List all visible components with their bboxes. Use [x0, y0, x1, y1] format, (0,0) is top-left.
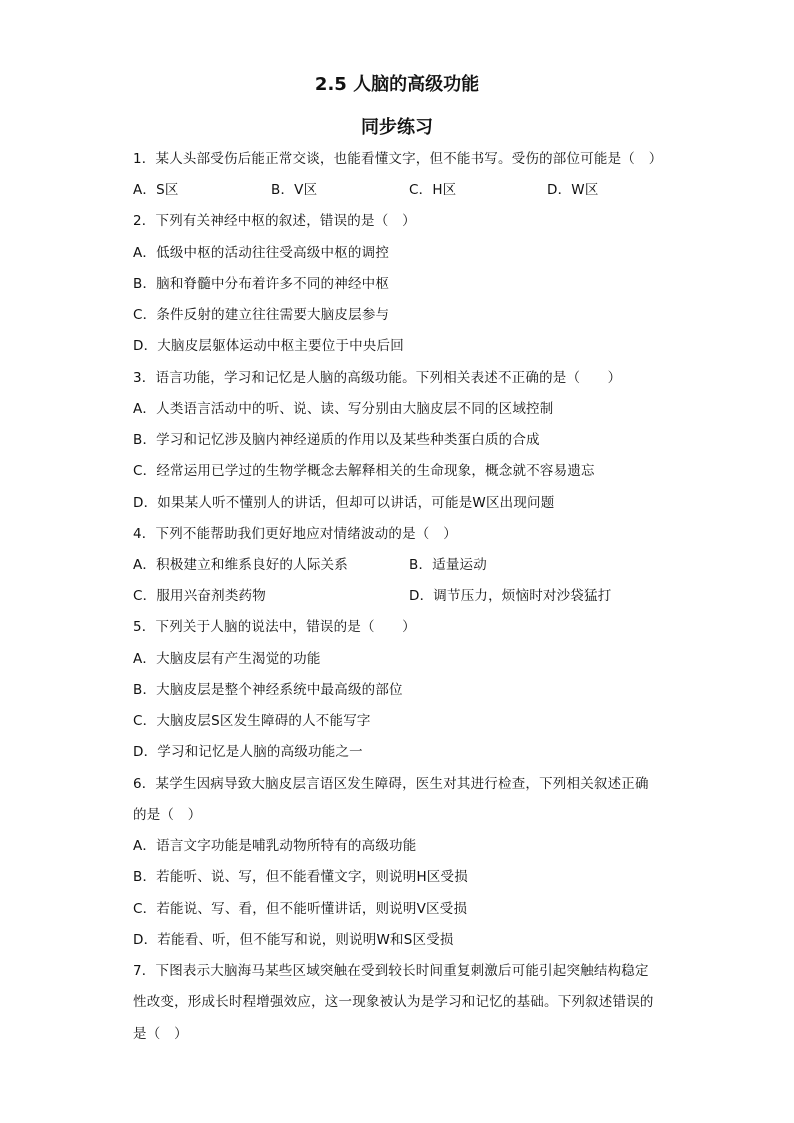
question-3-option-d: D．如果某人听不懂别人的讲话，但却可以讲话，可能是W区出现问题 — [133, 495, 555, 511]
document-title: 2.5 人脑的高级功能 — [314, 74, 480, 95]
question-2-stem: 2．下列有关神经中枢的叙述，错误的是（ ） — [133, 213, 416, 229]
question-1-option-a: A．S区 — [133, 182, 179, 198]
question-1-option-c: C．H区 — [409, 182, 457, 198]
question-6-option-b: B．若能听、说、写，但不能看懂文字，则说明H区受损 — [133, 869, 468, 885]
question-4-option-b: B．适量运动 — [409, 557, 487, 573]
question-1-stem: 1．某人头部受伤后能正常交谈，也能看懂文字，但不能书写。受伤的部位可能是（ ） — [133, 151, 663, 167]
question-4-option-a: A．积极建立和维系良好的人际关系 — [133, 557, 348, 573]
question-6-option-c: C．若能说、写、看，但不能听懂讲话，则说明V区受损 — [133, 901, 468, 917]
question-3-option-a: A．人类语言活动中的听、说、读、写分别由大脑皮层不同的区域控制 — [133, 401, 554, 417]
document-subtitle: 同步练习 — [361, 117, 433, 138]
question-2-option-b: B．脑和脊髓中分布着许多不同的神经中枢 — [133, 276, 390, 292]
question-5-option-d: D．学习和记忆是人脑的高级功能之一 — [133, 744, 363, 760]
question-5-stem: 5．下列关于人脑的说法中，错误的是（ ） — [133, 619, 416, 635]
question-2-option-c: C．条件反射的建立往往需要大脑皮层参与 — [133, 307, 390, 323]
question-4-options-row1 — [133, 555, 653, 575]
question-6-stem-line-2: 的是（ ） — [133, 807, 202, 823]
question-1-options — [133, 180, 653, 200]
question-7-stem-line-1: 7．下图表示大脑海马某些区域突触在受到较长时间重复刺激后可能引起突触结构稳定 — [133, 963, 649, 979]
question-3-option-b: B．学习和记忆涉及脑内神经递质的作用以及某些种类蛋白质的合成 — [133, 432, 540, 448]
question-2-option-d: D．大脑皮层躯体运动中枢主要位于中央后回 — [133, 338, 404, 354]
question-4-stem: 4．下列不能帮助我们更好地应对情绪波动的是（ ） — [133, 526, 457, 542]
question-6-option-a: A．语言文字功能是哺乳动物所特有的高级功能 — [133, 838, 417, 854]
question-2-option-a: A．低级中枢的活动往往受高级中枢的调控 — [133, 245, 390, 261]
question-1-option-b: B．V区 — [271, 182, 318, 198]
question-6-stem-line-1: 6．某学生因病导致大脑皮层言语区发生障碍，医生对其进行检查，下列相关叙述正确 — [133, 776, 649, 792]
question-3-stem: 3．语言功能，学习和记忆是人脑的高级功能。下列相关表述不正确的是（ ） — [133, 370, 622, 386]
question-7-stem-line-2: 性改变，形成长时程增强效应，这一现象被认为是学习和记忆的基础。下列叙述错误的 — [133, 994, 654, 1010]
question-6-option-d: D．若能看、听，但不能写和说，则说明W和S区受损 — [133, 932, 454, 948]
question-5-option-c: C．大脑皮层S区发生障碍的人不能写字 — [133, 713, 371, 729]
question-5-option-a: A．大脑皮层有产生渴觉的功能 — [133, 651, 321, 667]
question-4-option-d: D．调节压力，烦恼时对沙袋猛打 — [409, 588, 612, 604]
question-5-option-b: B．大脑皮层是整个神经系统中最高级的部位 — [133, 682, 403, 698]
question-4-options-row2 — [133, 586, 653, 606]
question-4-option-c: C．服用兴奋剂类药物 — [133, 588, 266, 604]
question-3-option-c: C．经常运用已学过的生物学概念去解释相关的生命现象，概念就不容易遗忘 — [133, 463, 595, 479]
question-7-stem-line-3: 是（ ） — [133, 1026, 188, 1042]
question-1-option-d: D．W区 — [547, 182, 599, 198]
